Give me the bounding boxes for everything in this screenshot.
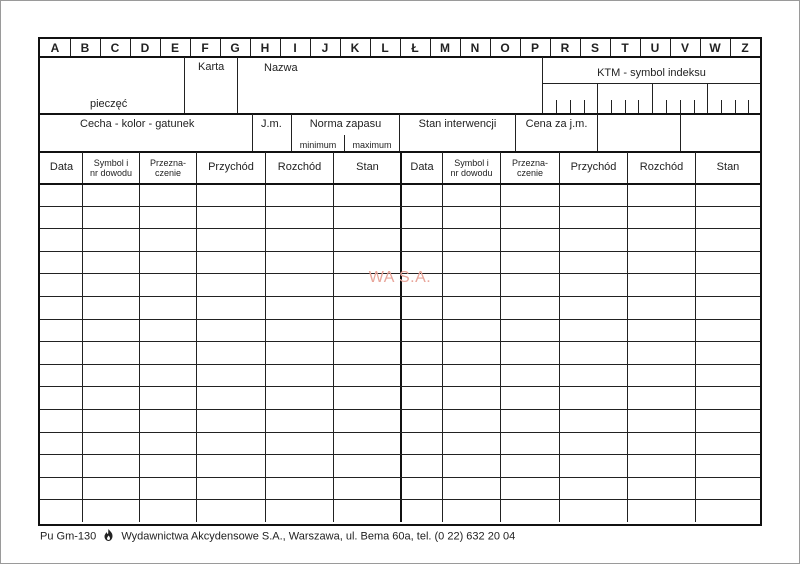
index-letter: E — [170, 41, 179, 55]
divider — [490, 39, 491, 56]
column-header-line: Symbol i — [454, 158, 489, 168]
divider — [70, 39, 71, 56]
divider — [610, 39, 611, 56]
divider — [640, 39, 641, 56]
table-row — [40, 409, 760, 410]
column-header — [140, 158, 196, 178]
divider — [400, 39, 401, 56]
divider — [500, 152, 501, 522]
divider — [597, 114, 598, 151]
column-header: Przychód — [570, 161, 617, 173]
divider — [100, 39, 101, 56]
digit-tick — [694, 100, 695, 113]
divider — [40, 113, 760, 115]
index-letter: A — [50, 41, 60, 55]
digit-tick — [735, 100, 736, 113]
column-header — [83, 158, 139, 178]
index-letter: I — [293, 41, 297, 55]
divider — [400, 152, 402, 522]
intervention-label: Stan interwencji — [418, 118, 497, 130]
form-code: Pu Gm-130 — [40, 530, 97, 543]
index-letter: W — [709, 41, 721, 55]
divider — [680, 114, 681, 151]
column-header-line: Przezna- — [511, 158, 548, 168]
index-letter: G — [230, 41, 240, 55]
name-label: Nazwa — [264, 62, 298, 74]
divider — [460, 39, 461, 56]
norm-label: Norma zapasu — [309, 118, 382, 130]
watermark: WA S.A. — [368, 269, 432, 286]
index-letter: K — [350, 41, 360, 55]
divider — [139, 152, 140, 522]
column-header: Data — [410, 161, 434, 173]
index-letter: R — [560, 41, 570, 55]
divider — [652, 83, 653, 113]
column-header-line: nr dowodu — [89, 168, 133, 178]
feature-label: Cecha - kolor - gatunek — [80, 118, 195, 130]
divider — [597, 83, 598, 113]
divider — [265, 152, 266, 522]
table-row — [40, 454, 760, 455]
divider — [184, 57, 185, 113]
publisher-info: Wydawnictwa Akcydensowe S.A., Warszawa, ul. Bema 60a, tel. (0 22) 632 20 04 — [121, 530, 516, 543]
index-letter: Z — [741, 41, 749, 55]
divider — [695, 152, 696, 522]
column-header: Stan — [716, 161, 740, 173]
index-letter: T — [621, 41, 629, 55]
index-letter: V — [680, 41, 689, 55]
index-letter: P — [530, 41, 539, 55]
footer — [40, 529, 515, 544]
divider — [190, 39, 191, 56]
table-row — [40, 499, 760, 500]
index-letter: U — [650, 41, 660, 55]
divider — [340, 39, 341, 56]
table-row — [40, 296, 760, 297]
column-header-line: Przezna- — [149, 158, 186, 168]
column-header — [501, 158, 559, 178]
divider — [40, 56, 760, 58]
divider — [82, 152, 83, 522]
digit-tick — [666, 100, 667, 113]
divider — [627, 152, 628, 522]
divider — [280, 39, 281, 56]
digit-tick — [748, 100, 749, 113]
column-header: Stan — [356, 161, 379, 173]
divider — [580, 39, 581, 56]
digit-tick — [680, 100, 681, 113]
column-header-line: czenie — [516, 168, 543, 178]
digit-tick — [570, 100, 571, 113]
divider — [310, 39, 311, 56]
table-row — [40, 251, 760, 252]
divider — [40, 183, 760, 185]
price-label: Cena za j.m. — [525, 118, 588, 130]
digit-tick — [556, 100, 557, 113]
divider — [252, 114, 253, 151]
divider — [430, 39, 431, 56]
divider — [220, 39, 221, 56]
column-header-line: Symbol i — [93, 158, 129, 168]
flame-logo-icon — [103, 529, 114, 544]
index-letter: C — [110, 41, 120, 55]
divider — [237, 57, 238, 113]
index-letter: S — [590, 41, 599, 55]
column-header: Przychód — [208, 161, 254, 173]
divider — [160, 39, 161, 56]
ktm-label: KTM - symbol indeksu — [597, 67, 706, 79]
column-header — [443, 158, 500, 178]
index-letter: B — [80, 41, 90, 55]
divider — [196, 152, 197, 522]
divider — [333, 152, 334, 522]
digit-tick — [625, 100, 626, 113]
norm-max-label: maximum — [352, 140, 392, 150]
divider — [542, 83, 760, 84]
index-letter: N — [470, 41, 480, 55]
table-row — [40, 432, 760, 433]
index-letter: F — [201, 41, 209, 55]
table-row — [40, 477, 760, 478]
column-header: Data — [49, 161, 74, 173]
divider — [700, 39, 701, 56]
digit-tick — [584, 100, 585, 113]
index-letter: D — [140, 41, 150, 55]
divider — [442, 152, 443, 522]
divider — [250, 39, 251, 56]
column-header-line: czenie — [154, 168, 181, 178]
unit-label: J.m. — [261, 118, 282, 130]
divider — [559, 152, 560, 522]
table-row — [40, 386, 760, 387]
index-letter: Ł — [411, 41, 419, 55]
divider — [370, 39, 371, 56]
column-header: Rozchód — [277, 161, 322, 173]
divider — [520, 39, 521, 56]
divider — [730, 39, 731, 56]
table-row — [40, 228, 760, 229]
digit-tick — [611, 100, 612, 113]
digit-tick — [721, 100, 722, 113]
table-row — [40, 341, 760, 342]
column-header: Rozchód — [639, 161, 684, 173]
index-letter: J — [321, 41, 329, 55]
norm-min-label: minimum — [299, 140, 337, 150]
digit-tick — [638, 100, 639, 113]
table-row — [40, 206, 760, 207]
stamp-label: pieczęć — [90, 98, 128, 110]
table-row — [40, 319, 760, 320]
divider — [542, 57, 543, 113]
divider — [550, 39, 551, 56]
index-letter: O — [500, 41, 510, 55]
divider — [707, 83, 708, 113]
index-letter: H — [260, 41, 270, 55]
index-letter: M — [440, 41, 450, 55]
index-letter: L — [381, 41, 389, 55]
card-label: Karta — [198, 61, 225, 73]
divider — [670, 39, 671, 56]
divider — [130, 39, 131, 56]
column-header-line: nr dowodu — [450, 168, 493, 178]
table-row — [40, 364, 760, 365]
